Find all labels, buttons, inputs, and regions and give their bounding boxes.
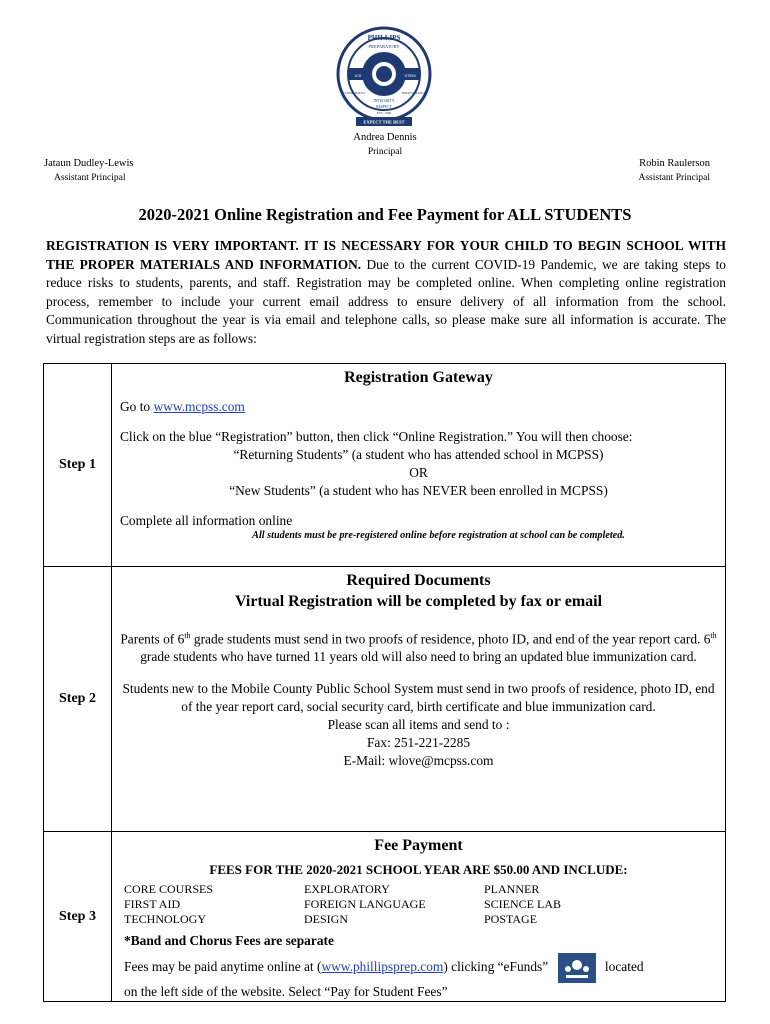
pay-part-a: Fees may be paid anytime online at ( — [124, 959, 322, 975]
fee-item: CORE COURSES — [124, 882, 214, 896]
fee-item: FOREIGN LANGUAGE — [304, 897, 426, 911]
ap-left-role: Assistant Principal — [54, 173, 126, 183]
pay-line-2: on the left side of the website. Select “Pay for Student Fees” — [124, 984, 448, 999]
seal-word-6: RESPECT — [376, 105, 392, 109]
intro-text: Due to the current COVID-19 Pandemic, we are taking steps to reduce risks to students, parents, and staff. Registration may be completed online. When completing online registration process, remember to include your current email address to ensure delivery of all information from the school. Communication throughout the year is via email and telephone calls, so please make sure all information is accurate. The virtual registration steps are as follows: — [46, 256, 726, 346]
step-1-goto — [112, 398, 725, 416]
fees-heading: FEES FOR THE 2020-2021 SCHOOL YEAR ARE $50.00 AND INCLUDE: — [209, 862, 628, 877]
seal-word-1: PHILLIPS — [367, 34, 401, 42]
step-1-or: OR — [409, 465, 428, 480]
fee-item: FIRST AID — [124, 897, 181, 911]
step-2-fax: Fax: 251-221-2285 — [366, 735, 471, 751]
principal-name: Andrea Dennis — [353, 132, 417, 143]
p1-sup: th — [184, 631, 191, 640]
p1-sup-2: th — [710, 631, 717, 640]
goto-prefix: Go to — [120, 399, 154, 414]
assistant-principal-right — [638, 157, 710, 185]
fee-item: TECHNOLOGY — [124, 912, 206, 926]
step-1-content — [112, 364, 726, 567]
fees-col-1 — [124, 882, 304, 927]
step-2-email: E-Mail: wlove@mcpss.com — [343, 753, 494, 769]
step-3-content — [112, 832, 726, 1002]
school-seal-logo — [334, 24, 434, 128]
ap-right-name: Robin Raulerson — [639, 158, 710, 169]
step-3-row — [44, 832, 726, 1002]
step-1-complete: Complete all information online — [120, 513, 293, 528]
step-1-new: “New Students” (a student who has NEVER been enrolled in MCPSS) — [229, 483, 608, 498]
fees-col-3 — [484, 882, 664, 927]
band-chorus-note: *Band and Chorus Fees are separate — [124, 933, 334, 948]
seal-word-2: PREPARATORY — [368, 44, 400, 49]
step-2-title-2: Virtual Registration will be completed by fax or email — [234, 593, 603, 610]
principal-role: Principal — [367, 147, 403, 157]
step-1-returning: “Returning Students” (a student who has attended school in MCPSS) — [233, 447, 604, 462]
seal-word-3: ICS — [354, 73, 362, 78]
phillipsprep-link[interactable]: www.phillipsprep.com — [321, 959, 444, 975]
fee-item: DESIGN — [304, 912, 348, 926]
efunds-icon — [558, 953, 596, 983]
fee-item: EXPLORATORY — [304, 882, 390, 896]
steps-table — [43, 363, 726, 1002]
seal-word-4: STEM — [404, 73, 416, 78]
fee-item: POSTAGE — [484, 912, 538, 926]
assistant-principal-left — [44, 157, 134, 185]
step-2-paragraph-2: Students new to the Mobile County Public School System must send in two proofs of residence, photo ID, end of the year report card, social security card, birth certificate and blue immunization card. — [122, 681, 715, 715]
step-2-content — [112, 567, 726, 832]
step-1-note: All students must be pre-registered online before registration at school can be completed. — [252, 530, 625, 541]
document-title: 2020-2021 Online Registration and Fee Payment for ALL STUDENTS — [138, 205, 632, 224]
principal-block — [0, 131, 770, 159]
pay-line-1 — [112, 953, 725, 983]
seal-word-9: EXCELLENCE — [373, 55, 395, 59]
seal-word-8: PERSEVERANCE — [401, 91, 427, 95]
step-3-title: Fee Payment — [374, 837, 463, 854]
fees-grid — [112, 882, 725, 927]
step-1-title: Registration Gateway — [344, 369, 493, 386]
step-2-title-1: Required Documents — [346, 572, 491, 589]
seal-word-5: INTEGRITY — [373, 98, 395, 103]
step-2-paragraph-1 — [118, 627, 719, 666]
p1-part-b: grade students must send in two proofs of residence, photo ID, and end of the year report card. 6 — [190, 631, 711, 647]
p1-part-a: Parents of 6 — [120, 631, 185, 647]
fee-item: SCIENCE LAB — [484, 897, 562, 911]
fees-col-2 — [304, 882, 484, 927]
seal-word-10: EST. 1996 — [376, 111, 392, 115]
step-1-label: Step 1 — [44, 364, 112, 567]
mcpss-link[interactable]: www.mcpss.com — [153, 399, 245, 414]
step-2-scan: Please scan all items and send to : — [327, 717, 510, 733]
pay-part-c: located — [604, 959, 644, 975]
seal-banner: EXPECT THE BEST — [363, 119, 405, 125]
ap-left-name: Jataun Dudley-Lewis — [44, 158, 134, 169]
step-2-label: Step 2 — [44, 567, 112, 832]
seal-word-7: COMMITMENT — [342, 91, 366, 95]
ap-right-role: Assistant Principal — [638, 173, 710, 183]
step-2-row — [44, 567, 726, 832]
step-1-click-text: Click on the blue “Registration” button, then click “Online Registration.” You will then choose: — [120, 429, 633, 444]
intro-bold-lead: REGISTRATION IS VERY IMPORTANT. IT IS NECESSARY FOR YOUR CHILD TO BEGIN SCHOOL WITH THE PROPER MATERIALS AND INFORMATION. — [46, 238, 726, 272]
intro-paragraph — [46, 237, 726, 349]
p1-part-c: grade students who have turned 11 years old will also need to bring an updated blue immunization card. — [140, 649, 697, 665]
step-1-row — [44, 364, 726, 567]
pay-part-b: ) clicking “eFunds” — [443, 959, 549, 975]
step-3-label: Step 3 — [44, 832, 112, 1002]
fee-item: PLANNER — [484, 882, 540, 896]
